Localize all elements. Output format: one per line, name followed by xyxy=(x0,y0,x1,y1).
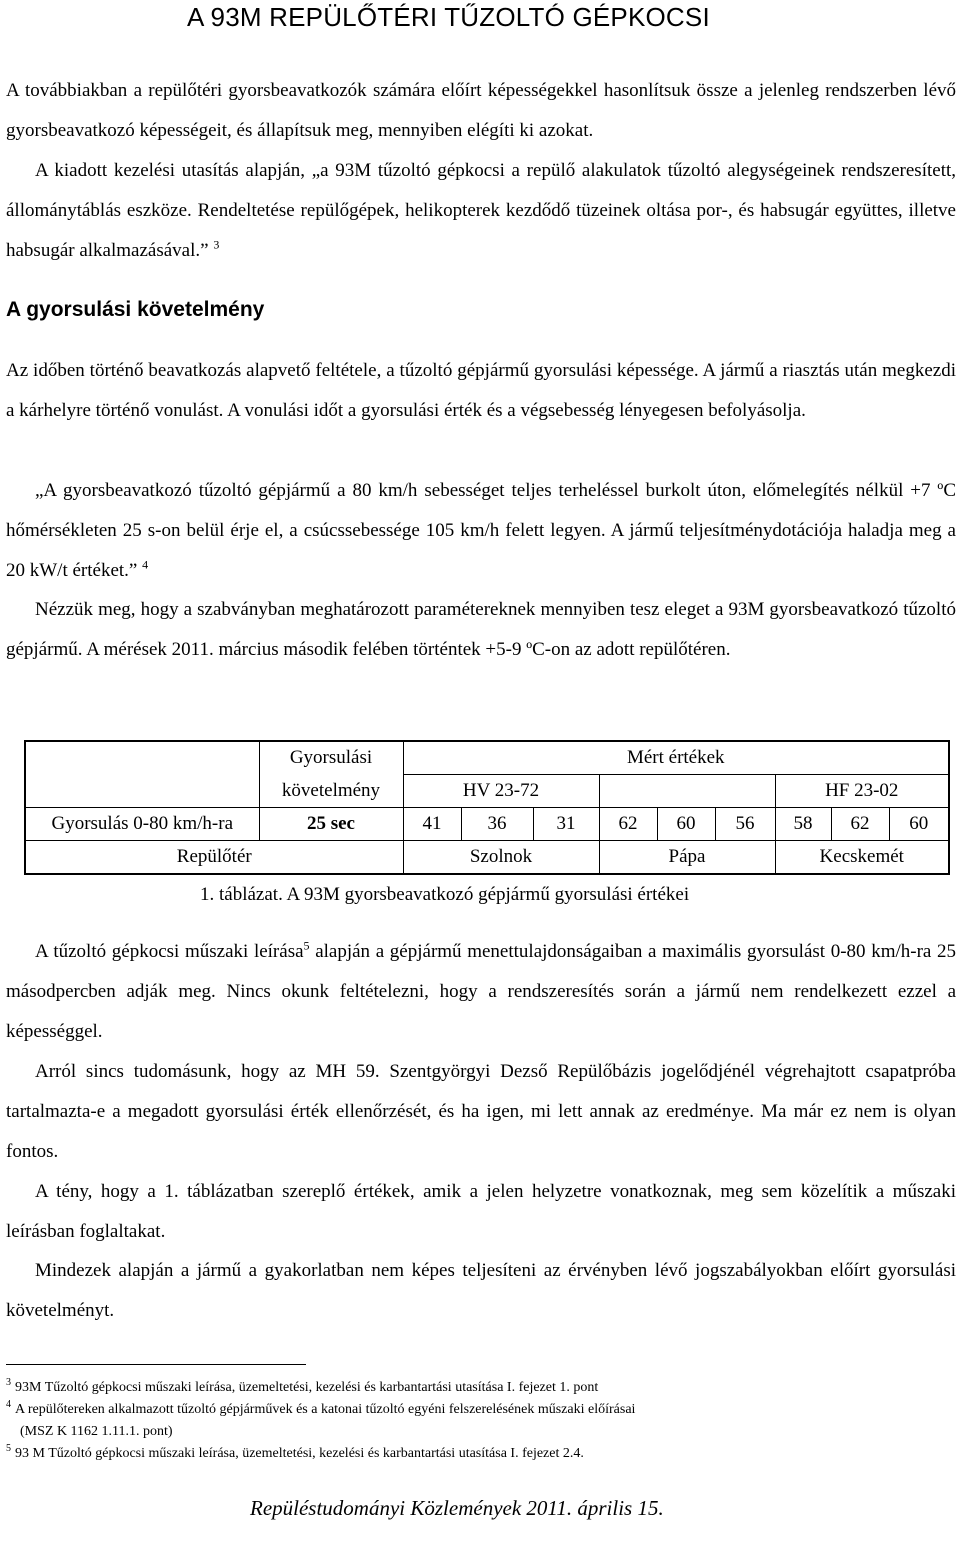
measurement-paragraph: Nézzük meg, hogy a szabványban meghatározott paramétereknek mennyiben tesz eleget a 93M gyorsbeavatkozó tűzoltó gépjármű. A mérések 2011. március második felében történtek +5-9 ºC-on az adott repülőtéren. xyxy=(6,599,956,660)
footnote-text: 93M Tűzoltó gépkocsi műszaki leírása, üzemeltetési, kezelési és karbantartási utasítása I. fejezet 1. pont xyxy=(15,1380,599,1395)
vehicle-label-hf: HF 23-02 xyxy=(775,775,949,808)
req-header-top: Gyorsulási xyxy=(259,741,403,775)
value-cell: 62 xyxy=(599,808,657,841)
value-cell: 58 xyxy=(775,808,831,841)
manual-text-b: alapján a gépjármű menettulajdonságaiban a maximális gyorsulást 0-80 km/h-ra 25 másodpercben adják meg. Nincs okunk feltételezni, hogy a rendszeresítés során a jármű nem rendelkezett ezzel a képességgel. xyxy=(6,941,956,1042)
conclusion-paragraph: Mindezek alapján a jármű a gyakorlatban nem képes teljesíteni az érvényben lévő jogszabályokban előírt gyorsulási követelményt. xyxy=(6,1260,956,1321)
footnote-text: A repülőtereken alkalmazott tűzoltó gépjárművek és a katonai tűzoltó egyéni felszerelésének műszaki előírásai xyxy=(15,1402,636,1417)
manual-text-a: A tűzoltó gépkocsi műszaki leírása xyxy=(35,941,304,962)
footnote-ref-3[interactable]: 3 xyxy=(213,237,220,252)
fact-paragraph: A tény, hogy a 1. táblázatban szereplő értékek, amik a jelen helyzetre vonatkoznak, meg sem közelítik a műszaki leírásban foglaltakat. xyxy=(6,1181,956,1242)
footnote-5 xyxy=(6,1443,584,1462)
footnote-4 xyxy=(6,1399,636,1418)
vehicle-label-empty xyxy=(599,775,775,808)
airport-kecskemet: Kecskemét xyxy=(775,841,949,875)
footnote-number: 4 xyxy=(6,1399,11,1411)
intro-paragraph: A továbbiakban a repülőtéri gyorsbeavatkozók számára előírt képességekkel hasonlítsuk össze a jelenleg rendszerben lévő gyorsbeavatkozó képességeit, és állapítsuk meg, mennyiben elégíti ki azokat. xyxy=(6,80,956,141)
footnote-number: 3 xyxy=(6,1377,11,1389)
airport-szolnok: Szolnok xyxy=(403,841,599,875)
table-corner-cell-lower xyxy=(25,775,259,808)
quote-text: A kiadott kezelési utasítás alapján, „a 93M tűzoltó gépkocsi a repülő alakulatok tűzoltó alegységeinek rendszeresített, állománytáblás eszköze. Rendeltetése repülőgépek, helikopterek kezdődő tüzeinek oltása por-, és habsugár együttes, illetve habsugár alkalmazásával.” xyxy=(6,160,956,261)
value-cell: 36 xyxy=(461,808,533,841)
table-corner-cell xyxy=(25,741,259,775)
acceleration-table xyxy=(24,740,950,875)
page-footer: Repüléstudományi Közlemények 2011. április 15. xyxy=(250,1496,664,1520)
table-caption: 1. táblázat. A 93M gyorsbeavatkozó gépjármű gyorsulási értékei xyxy=(200,884,690,905)
footnote-3 xyxy=(6,1377,599,1396)
value-cell: 62 xyxy=(831,808,889,841)
page-title: A 93M REPÜLŐTÉRI TŰZOLTÓ GÉPKOCSI xyxy=(187,2,710,32)
footnote-number: 5 xyxy=(6,1443,11,1455)
standard-quote-paragraph xyxy=(6,471,956,591)
airport-label: Repülőtér xyxy=(25,841,403,875)
quote-paragraph xyxy=(6,151,956,271)
acceleration-paragraph: Az időben történő beavatkozás alapvető feltétele, a tűzoltó gépjármű gyorsulási képessége. A jármű a riasztás után megkezdi a kárhelyre történő vonulást. A vonulási időt a gyorsulási érték és a végsebesség lényegesen befolyásolja. xyxy=(6,360,956,421)
section-heading: A gyorsulási követelmény xyxy=(6,298,265,321)
airport-papa: Pápa xyxy=(599,841,775,875)
value-cell: 60 xyxy=(657,808,715,841)
value-cell: 60 xyxy=(889,808,949,841)
requirement-value: 25 sec xyxy=(259,808,403,841)
footnote-divider xyxy=(6,1364,306,1365)
value-cell: 31 xyxy=(533,808,599,841)
table-row xyxy=(25,841,949,875)
footnote-ref-5[interactable]: 5 xyxy=(303,938,310,953)
vehicle-label-hv: HV 23-72 xyxy=(403,775,599,808)
measured-header: Mért értékek xyxy=(403,741,949,775)
req-header-bottom: követelmény xyxy=(259,775,403,808)
value-cell: 41 xyxy=(403,808,461,841)
trial-paragraph: Arról sincs tudomásunk, hogy az MH 59. Szentgyörgyi Dezső Repülőbázis jogelődjénél végrehajtott csapatpróba tartalmazta-e a megadott gyorsulási érték ellenőrzését, és ha igen, mi lett annak az eredménye. Ma már ez nem is olyan fontos. xyxy=(6,1061,956,1162)
footnote-text: 93 M Tűzoltó gépkocsi műszaki leírása, üzemeltetési, kezelési és karbantartási utasítása I. fejezet 2.4. xyxy=(15,1446,584,1461)
manual-paragraph xyxy=(6,932,956,1052)
row-label: Gyorsulás 0-80 km/h-ra xyxy=(25,808,259,841)
footnote-ref-4[interactable]: 4 xyxy=(142,557,149,572)
table-row xyxy=(25,808,949,841)
footnote-4-continued: (MSZ K 1162 1.11.1. pont) xyxy=(20,1424,173,1439)
standard-quote-text: „A gyorsbeavatkozó tűzoltó gépjármű a 80 km/h sebességet teljes terheléssel burkolt úton, előmelegítés nélkül +7 ºC hőmérsékleten 25 s-on belül érje el, a csúcssebessége 105 km/h felett legyen. A jármű teljesítménydotációja haladja meg a 20 kW/t értéket.” xyxy=(6,480,956,581)
value-cell: 56 xyxy=(715,808,775,841)
